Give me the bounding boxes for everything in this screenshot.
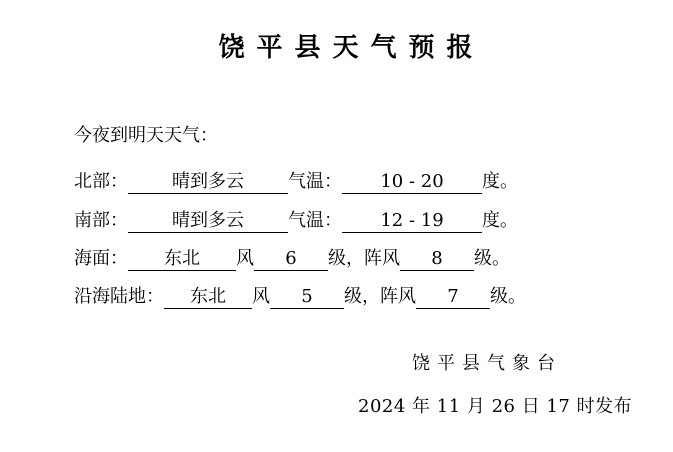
weather-value: 晴到多云 xyxy=(128,171,288,194)
region-label: 南部： xyxy=(74,210,128,231)
temp-label: 气温： xyxy=(288,210,342,231)
gust-level: 8 xyxy=(400,248,474,271)
wind-direction: 东北 xyxy=(164,286,252,309)
temp-label: 气温： xyxy=(288,171,342,192)
forecast-row-south xyxy=(74,209,518,233)
temp-unit: 度。 xyxy=(482,171,518,192)
temp-value: 10 - 20 xyxy=(342,171,482,194)
area-label: 沿海陆地： xyxy=(74,286,164,307)
wind-row-sea xyxy=(74,247,510,271)
issuer: 饶平县气象台 xyxy=(412,353,562,374)
gust-word: 级。 xyxy=(474,248,510,269)
wind-word: 风 xyxy=(236,248,254,269)
temp-unit: 度。 xyxy=(482,210,518,231)
area-label: 海面： xyxy=(74,248,128,269)
intro-text: 今夜到明天天气： xyxy=(74,125,218,146)
temp-value: 12 - 19 xyxy=(342,210,482,233)
level-word: 级，阵风 xyxy=(344,286,416,307)
weather-value: 晴到多云 xyxy=(128,210,288,233)
gust-word: 级。 xyxy=(490,286,526,307)
intro-line xyxy=(74,124,218,148)
wind-direction: 东北 xyxy=(128,248,236,271)
forecast-row-north xyxy=(74,170,518,194)
wind-level: 6 xyxy=(254,248,328,271)
page-title: 饶平县天气预报 xyxy=(218,33,485,63)
wind-level: 5 xyxy=(270,286,344,309)
wind-row-coastal xyxy=(74,285,526,309)
region-label: 北部： xyxy=(74,171,128,192)
level-word: 级，阵风 xyxy=(328,248,400,269)
issue-date: 2024 年 11 月 26 日 17 时发布 xyxy=(358,396,633,417)
wind-word: 风 xyxy=(252,286,270,307)
gust-level: 7 xyxy=(416,286,490,309)
